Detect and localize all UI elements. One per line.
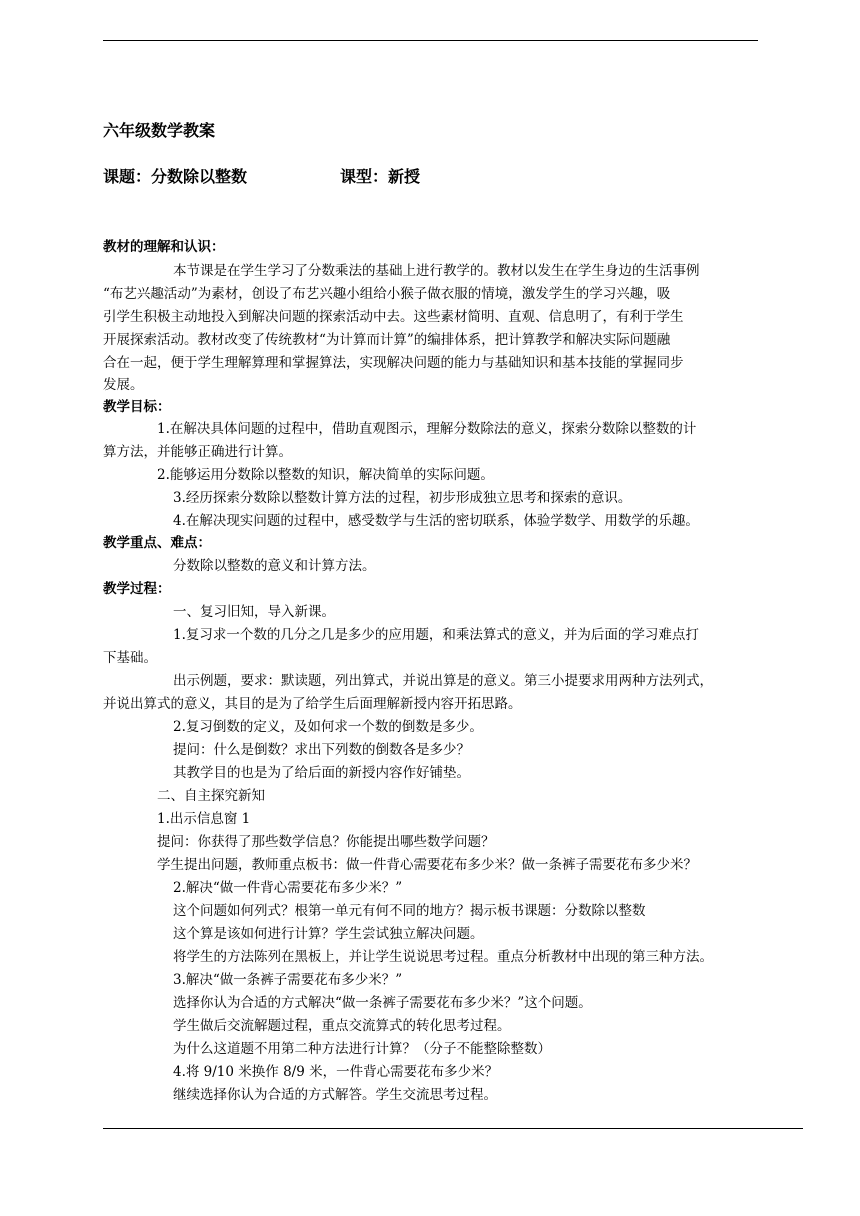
paragraph-line: 继续选择你认为合适的方式解答。学生交流思考过程。 — [173, 1087, 497, 1103]
paragraph-line: 提问：你获得了那些数学信息？你能提出哪些数学问题？ — [157, 834, 495, 850]
paragraph-line: 4.在解决现实问题的过程中，感受数学与生活的密切联系，体验学数学、用数学的乐趣。 — [173, 513, 699, 529]
paragraph-line: 3.经历探索分数除以整数计算方法的过程，初步形成独立思考和探索的意识。 — [173, 490, 632, 506]
lesson-type: 课型：新授 — [340, 167, 421, 186]
paragraph-line: 合在一起，便于学生理解算理和掌握算法，实现解决问题的能力与基础知识和基本技能的掌握同步 — [103, 355, 684, 371]
section-heading: 教材的理解和认识： — [103, 239, 225, 255]
paragraph-line: 下基础。 — [103, 650, 157, 666]
paragraph-line: 二、自主探究新知 — [157, 788, 265, 804]
paragraph-line: 出示例题，要求：默读题，列出算式，并说出算是的意义。第三小提要求用两种方法列式， — [173, 673, 713, 689]
paragraph-line: 2.复习倒数的定义，及如何求一个数的倒数是多少。 — [173, 719, 483, 735]
paragraph-line: 学生做后交流解题过程，重点交流算式的转化思考过程。 — [173, 1018, 511, 1034]
paragraph-line: 引学生积极主动地投入到解决问题的探索活动中去。这些素材简明、直观、信息明了，有利于学生 — [103, 309, 684, 325]
paragraph-line: 1.出示信息窗 1 — [157, 811, 251, 827]
paragraph-line: 本节课是在学生学习了分数乘法的基础上进行教学的。教材以发生在学生身边的生活事例 — [173, 263, 700, 279]
document-title: 六年级数学教案 — [103, 121, 216, 140]
paragraph-line: 为什么这道题不用第二种方法进行计算？（分子不能整除整数） — [173, 1041, 551, 1057]
paragraph-line: 2.能够运用分数除以整数的知识，解决简单的实际问题。 — [157, 467, 494, 483]
paragraph-line: 其教学目的也是为了给后面的新授内容作好铺垫。 — [173, 765, 470, 781]
paragraph-line: 1.复习求一个数的几分之几是多少的应用题，和乘法算式的意义，并为后面的学习难点打 — [173, 627, 699, 643]
paragraph-line: 3.解决“做一条裤子需要花布多少米？” — [173, 972, 403, 988]
paragraph-line: 分数除以整数的意义和计算方法。 — [173, 558, 376, 574]
paragraph-line: 选择你认为合适的方式解决“做一条裤子需要花布多少米？”这个问题。 — [173, 995, 592, 1011]
paragraph-line: 将学生的方法陈列在黑板上，并让学生说说思考过程。重点分析教材中出现的第三种方法。 — [173, 949, 713, 965]
footer-rule — [103, 1128, 803, 1129]
paragraph-line: 这个问题如何列式？根第一单元有何不同的地方？揭示板书课题：分数除以整数 — [173, 903, 646, 919]
paragraph-line: 学生提出问题，教师重点板书：做一件背心需要花布多少米？做一条裤子需要花布多少米？ — [157, 857, 697, 873]
lesson-topic: 课题：分数除以整数 — [103, 167, 248, 186]
section-heading: 教学重点、难点： — [103, 535, 211, 551]
paragraph-line: 4.将 9/10 米换作 8/9 米，一件背心需要花布多少米？ — [173, 1064, 499, 1080]
paragraph-line: 开展探索活动。教材改变了传统教材“为计算而计算”的编排体系，把计算教学和解决实际问题融 — [103, 332, 671, 348]
section-heading: 教学过程： — [103, 581, 171, 597]
header-rule — [103, 40, 758, 41]
paragraph-line: 1.在解决具体问题的过程中，借助直观图示，理解分数除法的意义，探索分数除以整数的计 — [157, 421, 697, 437]
section-heading: 教学目标： — [103, 399, 171, 415]
paragraph-line: 并说出算式的意义，其目的是为了给学生后面理解新授内容开拓思路。 — [103, 696, 522, 712]
paragraph-line: 2.解决“做一件背心需要花布多少米？” — [173, 880, 403, 896]
paragraph-line: 这个算是该如何进行计算？学生尝试独立解决问题。 — [173, 926, 484, 942]
paragraph-line: 发展。 — [103, 377, 144, 393]
paragraph-line: 算方法，并能够正确进行计算。 — [103, 444, 292, 460]
paragraph-line: 提问：什么是倒数？求出下列数的倒数各是多少？ — [173, 742, 470, 758]
paragraph-line: “布艺兴趣活动”为素材，创设了布艺兴趣小组给小猴子做衣服的情境，激发学生的学习兴趣，吸 — [103, 286, 671, 302]
paragraph-line: 一、复习旧知，导入新课。 — [173, 604, 335, 620]
